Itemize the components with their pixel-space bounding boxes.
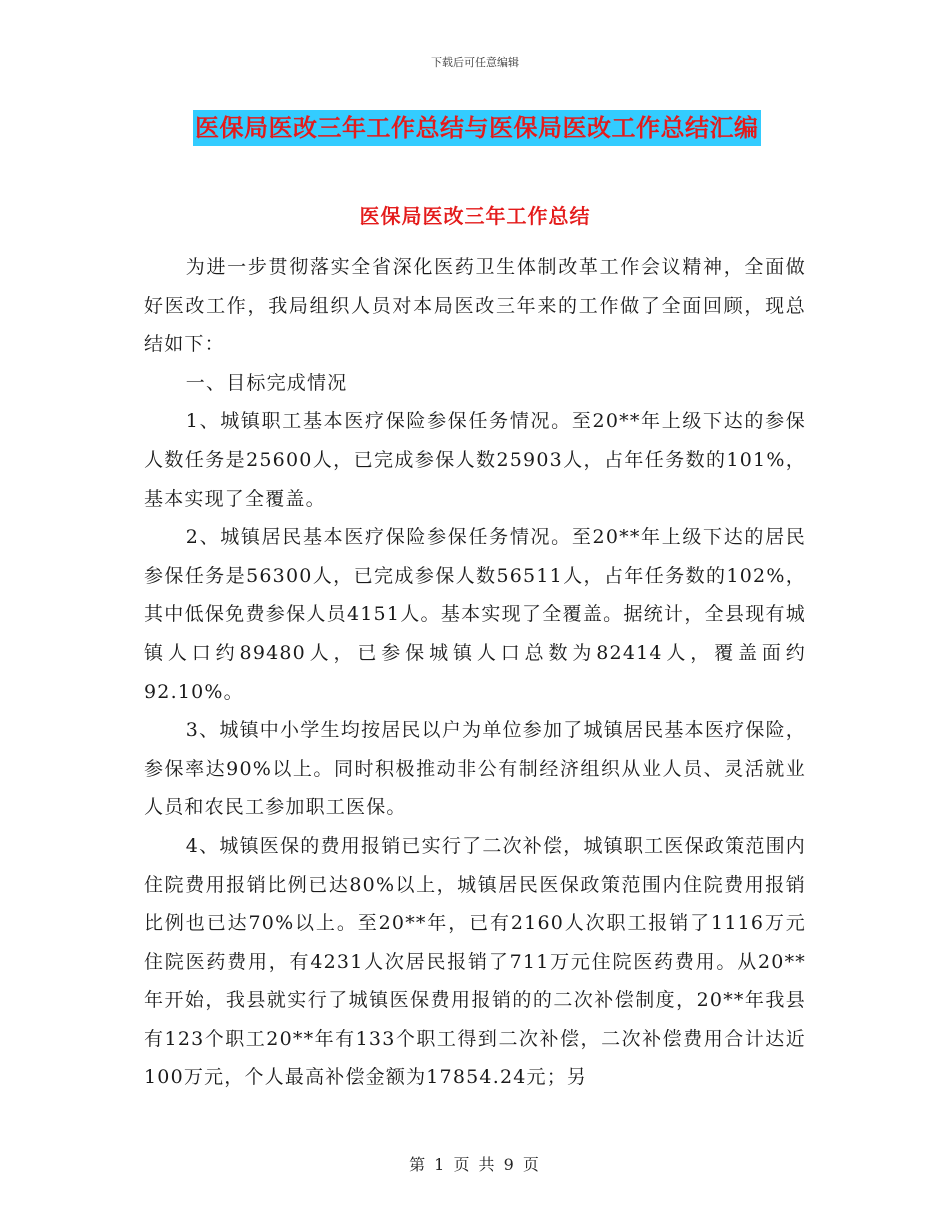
document-title: 医保局医改三年工作总结与医保局医改工作总结汇编	[193, 110, 761, 146]
paragraph-item-2: 2、城镇居民基本医疗保险参保任务情况。至20**年上级下达的居民参保任务是56300人，已完成参保人数56511人，占年任务数的102%，其中低保免费参保人员4151人。基本实现了全覆盖。据统计，全县现有城镇人口约89480人，已参保城镇人口总数为82414人，覆盖面约92.10%。	[144, 526, 806, 703]
paragraph-item-1: 1、城镇职工基本医疗保险参保任务情况。至20**年上级下达的参保人数任务是25600人，已完成参保人数25903人，占年任务数的101%，基本实现了全覆盖。	[144, 410, 806, 510]
paragraph-item-3: 3、城镇中小学生均按居民以户为单位参加了城镇居民基本医疗保险，参保率达90%以上。同时积极推动非公有制经济组织从业人员、灵活就业人员和农民工参加职工医保。	[144, 719, 806, 819]
header-note: 下载后可任意编辑	[431, 56, 519, 69]
section-title: 医保局医改三年工作总结	[359, 204, 591, 228]
page-footer: 第 1 页 共 9 页	[409, 1155, 541, 1174]
paragraph-intro: 为进一步贯彻落实全省深化医药卫生体制改革工作会议精神，全面做好医改工作，我局组织人员对本局医改三年来的工作做了全面回顾，现总结如下：	[144, 256, 806, 356]
paragraph-item-4: 4、城镇医保的费用报销已实行了二次补偿，城镇职工医保政策范围内住院费用报销比例已达80%以上，城镇居民医保政策范围内住院费用报销比例也已达70%以上。至20**年，已有2160人次职工报销了1116万元住院医药费用，有4231人次居民报销了711万元住院医药费用。从20**年开始，我县就实行了城镇医保费用报销的的二次补偿制度，20**年我县有123个职工20**年有133个职工得到二次补偿，二次补偿费用合计达近100万元，个人最高补偿金额为17854.24元；另	[144, 834, 806, 1089]
paragraph-heading-goals: 一、目标完成情况	[185, 371, 348, 394]
document-body	[144, 248, 806, 1097]
